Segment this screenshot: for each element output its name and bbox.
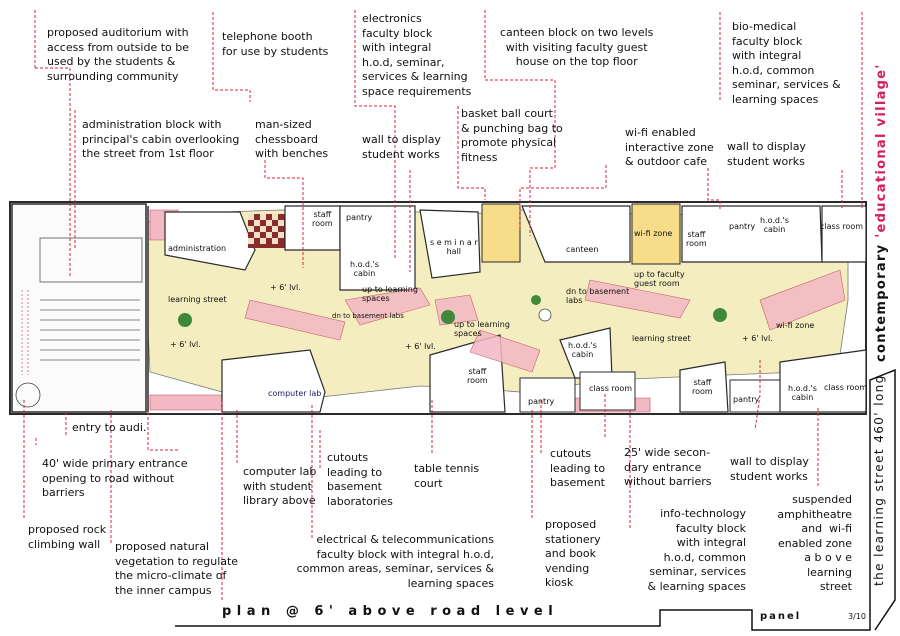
label-up-learning-2: up to learning spaces [454, 320, 510, 338]
room-staff-room-1: staff room [312, 210, 333, 228]
callout-telephone: telephone booth for use by students [222, 30, 329, 58]
callout-electrical: electrical & telecommunications faculty block with integral h.o.d, common areas, seminar, services & learning spaces [296, 533, 494, 590]
room-administration: administration [168, 244, 227, 253]
label-plus6-3: + 6' lvl. [405, 342, 436, 351]
callout-cutouts-labs: cutouts leading to basement laboratories [327, 451, 393, 508]
callout-entry-audi: entry to audi. [72, 421, 147, 434]
room-class-room-3: class room [824, 383, 868, 392]
room-staff-room-4: staff room [692, 378, 713, 396]
callout-auditorium: proposed auditorium with access from outside to be used by the students & surrounding community [47, 26, 189, 83]
label-dn-basement-1: dn to basement labs [332, 312, 404, 320]
callout-basketball: basket ball court & punching bag to promote physical fitness [461, 107, 563, 164]
callout-infotech: info-technology faculty block with integral h.o.d, common seminar, services & learning spaces [647, 507, 746, 593]
callout-electronics: electronics faculty block with integral h.o.d, seminar, services & learning space requirements [362, 12, 472, 98]
callout-computer-lab: computer lab with student library above [243, 465, 317, 507]
room-pantry-2: pantry [729, 222, 756, 231]
room-seminar-hall: s e m i n a r hall [430, 238, 478, 256]
callout-rock-climbing: proposed rock climbing wall [28, 523, 107, 551]
side-title-street: the learning street 460' long [872, 374, 886, 586]
label-up-faculty: up to faculty guest room [634, 270, 685, 288]
callout-wall-display-2: wall to display student works [727, 140, 806, 168]
side-title-village [874, 63, 889, 362]
chessboard [248, 214, 286, 248]
plan-title: plan @ 6' above road level [222, 604, 559, 619]
room-hods-cabin-3: h.o.d.'s cabin [568, 341, 597, 359]
callout-stationery: proposed stationery and book vending kiosk [545, 518, 601, 589]
callout-table-tennis: table tennis court [414, 462, 480, 490]
callout-amphitheatre: suspended amphitheatre and wi-fi enabled zone a b o v e learning street [777, 493, 852, 593]
room-hods-cabin-2: h.o.d.'s cabin [760, 216, 789, 234]
callout-chessboard: man-sized chessboard with benches [255, 118, 329, 160]
label-up-learning-1: up to learning spaces [362, 285, 418, 303]
callout-cutouts-basement: cutouts leading to basement [550, 447, 606, 489]
room-class-room-2: class room [589, 384, 633, 393]
room-pantry-4: pantry [733, 395, 760, 404]
callout-wifi: wi-fi enabled interactive zone & outdoor cafe [625, 126, 714, 168]
panel-label: panel [760, 611, 802, 622]
callout-biomedical: bio-medical faculty block with integral h.o.d, common seminar, services & learning spaces [732, 20, 841, 106]
callout-vegetation: proposed natural vegetation to regulate the micro-climate of the inner campus [115, 540, 239, 597]
room-computer-lab: computer lab [268, 389, 322, 398]
callout-wall-display-3: wall to display student works [730, 455, 809, 483]
label-plus6-4: + 6' lvl. [742, 334, 773, 343]
room-staff-room-2: staff room [686, 230, 707, 248]
auditorium [12, 204, 146, 412]
room-canteen: canteen [566, 245, 599, 254]
room-hods-cabin-1: h.o.d.'s cabin [350, 260, 379, 278]
room-hods-cabin-4: h.o.d.'s cabin [788, 384, 817, 402]
label-plus6-2: + 6' lvl. [170, 340, 201, 349]
floor-plan [10, 202, 866, 414]
callout-secondary-entrance: 25' wide secon- dary entrance without barriers [624, 446, 712, 488]
label-learning-street-2: learning street [632, 334, 691, 343]
side-title-prefix: contemporary [874, 237, 889, 362]
room-pantry-3: pantry [528, 397, 555, 406]
side-title-accent: 'educational village' [874, 63, 889, 238]
room-class-room-1: class room [820, 222, 864, 231]
panel-number: 3/10 [848, 612, 866, 621]
callout-canteen: canteen block on two levels with visiting faculty guest house on the top floor [500, 26, 654, 68]
label-dn-basement-2: dn to basement labs [566, 287, 630, 305]
label-plus6-1: + 6' lvl. [270, 283, 301, 292]
room-pantry-1: pantry [346, 213, 373, 222]
callout-wall-display-1: wall to display student works [362, 133, 441, 161]
room-staff-room-3: staff room [467, 367, 488, 385]
room-wifi-zone-2: wi-fi zone [776, 321, 815, 330]
label-learning-street-1: learning street [168, 295, 227, 304]
room-wifi-zone-1: wi-fi zone [634, 229, 673, 238]
callout-administration: administration block with principal's cabin overlooking the street from 1st floor [82, 118, 240, 160]
callout-primary-entrance: 40' wide primary entrance opening to road without barriers [42, 457, 188, 499]
